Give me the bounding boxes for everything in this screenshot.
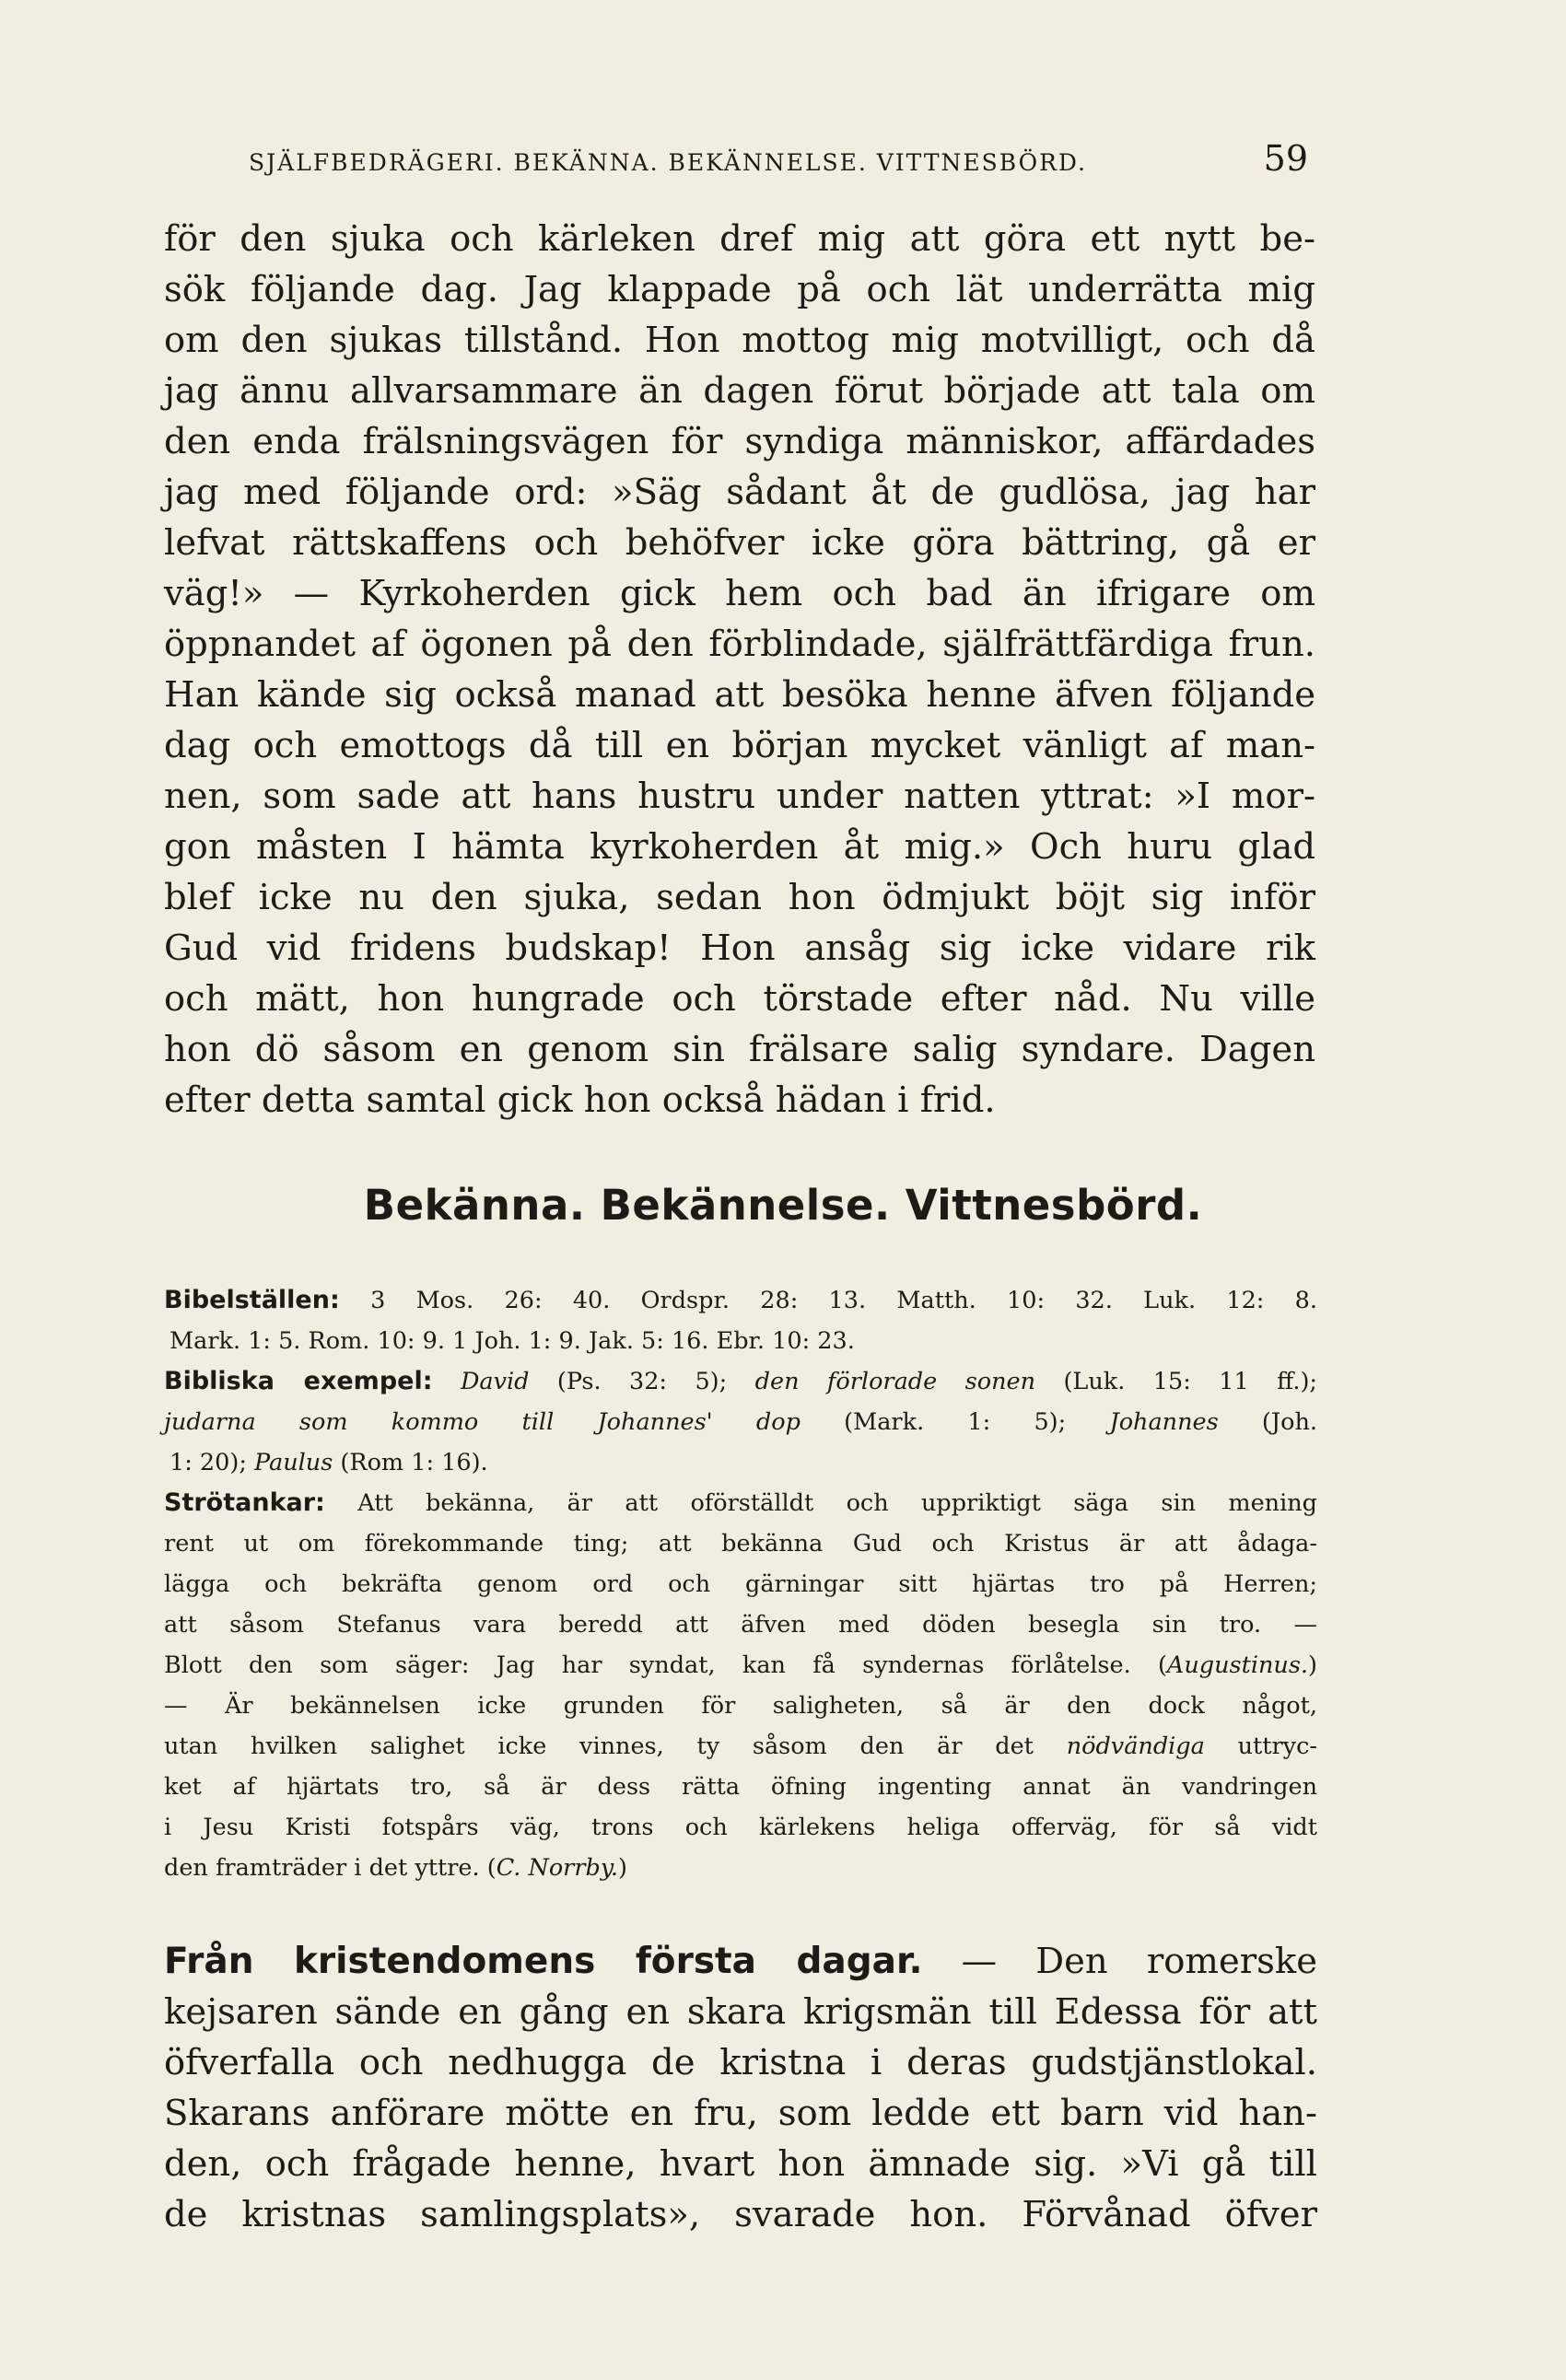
text-segment: (Rom 1: 16). [333, 1449, 488, 1476]
strotankar-line [164, 1604, 1317, 1645]
text-line: Han kände sig också manad att besöka henne äfven följande [164, 674, 1315, 716]
bibelstallen-line [164, 1280, 1317, 1321]
text-line: Gud vid fridens budskap! Hon ansåg sig icke vidare rik [164, 928, 1315, 969]
strotankar-line [164, 1523, 1317, 1564]
italic-segment: den förlorade sonen [754, 1368, 1036, 1395]
text-line: blef icke nu den sjuka, sedan hon ödmjukt böjt sig inför [164, 877, 1315, 918]
strotankar-content [325, 1489, 1317, 1517]
text-line: öppnandet af ögonen på den förblindade, själfrättfärdiga frun. [164, 624, 1315, 665]
text-line: de kristnas samlingsplats», svarade hon. Förvånad öfver [164, 2194, 1317, 2235]
text-segment: (Luk. 15: 11 ff.); [1035, 1368, 1317, 1395]
text-segment: rent ut om förekommande ting; att bekänna Gud och Kristus är att ådaga- [164, 1530, 1317, 1558]
text-line: hon dö såsom en genom sin frälsare salig syndare. Dagen [164, 1029, 1315, 1070]
text-segment: ) [618, 1854, 627, 1882]
page-number: 59 [1263, 138, 1308, 179]
text-line: och mätt, hon hungrade och törstade efter nåd. Nu ville [164, 978, 1315, 1020]
text-line: Skarans anförare mötte en fru, som ledde ett barn vid han- [164, 2093, 1317, 2134]
text-line: nen, som sade att hans hustru under natten yttrat: »I mor- [164, 776, 1315, 817]
strotankar-line [164, 1848, 1317, 1888]
text-segment: (Joh. [1218, 1408, 1317, 1436]
strotankar-line [164, 1767, 1317, 1807]
text-segment: (Mark. 1: 5); [800, 1408, 1110, 1436]
strotankar-line [164, 1483, 1317, 1523]
text-segment [433, 1368, 461, 1395]
text-segment: (Ps. 32: 5); [529, 1368, 755, 1395]
exempel-line [164, 1402, 1317, 1442]
italic-segment: David [460, 1368, 530, 1395]
italic-segment: Augustinus. [1166, 1651, 1309, 1679]
strotankar-line [164, 1564, 1317, 1604]
reference-notes [164, 1280, 1317, 1888]
text-line: väg!» — Kyrkoherden gick hem och bad än ifrigare om [164, 573, 1315, 614]
text-line: kejsaren sände en gång en skara krigsmän till Edessa för att [164, 1991, 1317, 2033]
fran-heading: Från kristendomens första dagar. [164, 1941, 923, 1982]
text-segment: — Är bekännelsen icke grunden för saligheten, så är den dock något, [164, 1692, 1317, 1720]
text-segment: Att bekänna, är att oförställdt och uppriktigt säga sin mening [324, 1489, 1317, 1517]
strotankar-line [164, 1726, 1317, 1767]
strotankar-line [164, 1686, 1317, 1726]
text-segment: utan hvilken salighet icke vinnes, ty såsom den är det [164, 1732, 1067, 1760]
text-line: den, och frågade henne, hvart hon ämnade sig. »Vi gå till [164, 2143, 1317, 2185]
text-line: om den sjukas tillstånd. Hon mottog mig motvilligt, och då [164, 320, 1315, 361]
text-line: lefvat rättskaffens och behöfver icke göra bättring, gå er [164, 522, 1315, 564]
text-line: sök följande dag. Jag klappade på och lät underrätta mig [164, 269, 1315, 310]
text-segment: Blott den som säger: Jag har syndat, kan få syndernas förlåtelse. ( [164, 1651, 1167, 1679]
text-line: dag och emottogs då till en början mycket vänligt af man- [164, 725, 1315, 766]
text-segment: uttryc- [1204, 1732, 1317, 1760]
running-header [249, 138, 1308, 179]
fran-first-line [164, 1936, 1317, 1987]
text-line: öfverfalla och nedhugga de kristna i deras gudstjänstlokal. [164, 2042, 1317, 2083]
exempel-content [433, 1368, 1317, 1395]
italic-segment: Johannes [1109, 1408, 1219, 1436]
fran-kristendomens-section [164, 1936, 1317, 2240]
exempel-label: Bibliska exempel: [164, 1367, 433, 1395]
running-title: SJÄLFBEDRÄGERI. BEKÄNNA. BEKÄNNELSE. VITTNESBÖRD. [249, 149, 1087, 176]
exempel-line [164, 1361, 1317, 1402]
strotankar-line [164, 1645, 1317, 1686]
italic-segment: nödvändiga [1066, 1732, 1205, 1760]
exempel-line [164, 1442, 1317, 1483]
bibelstallen-line: Mark. 1: 5. Rom. 10: 9. 1 Joh. 1: 9. Jak. 5: 16. Ebr. 10: 23. [169, 1327, 855, 1355]
text-line: gon måsten I hämta kyrkoherden åt mig.» Och huru glad [164, 826, 1315, 868]
italic-segment: Paulus [254, 1449, 333, 1476]
italic-segment: C. Norrby. [496, 1854, 618, 1882]
italic-segment: judarna som kommo till Johannes' dop [164, 1408, 801, 1436]
text-segment: lägga och bekräfta genom ord och gärningar sitt hjärtas tro på Herren; [164, 1570, 1317, 1598]
text-segment: 1: 20); [169, 1449, 255, 1476]
text-segment: ) [1308, 1651, 1317, 1679]
section-title: Bekänna. Bekännelse. Vittnesbörd. [363, 1181, 1203, 1230]
text-segment: i Jesu Kristi fotspårs väg, trons och kärlekens heliga offerväg, för så vidt [164, 1814, 1317, 1841]
narrative-text [164, 214, 1315, 1126]
text-segment: att såsom Stefanus vara beredd att äfven med döden besegla sin tro. — [164, 1611, 1317, 1639]
bibelstallen-refs: 3 Mos. 26: 40. Ordspr. 28: 13. Matth. 10: 32. Luk. 12: 8. [370, 1287, 1317, 1314]
strotankar-label: Strötankar: [164, 1488, 325, 1517]
fran-first-line-text: — Den romerske [922, 1941, 1317, 1982]
text-segment: den framträder i det yttre. ( [164, 1854, 497, 1882]
strotankar-line [164, 1807, 1317, 1848]
text-line: efter detta samtal gick hon också hädan i frid. [164, 1079, 996, 1121]
text-line: jag med följande ord: »Säg sådant åt de gudlösa, jag har [164, 472, 1315, 513]
text-segment: ket af hjärtats tro, så är dess rätta öfning ingenting annat än vandringen [164, 1773, 1317, 1801]
text-line: för den sjuka och kärleken dref mig att göra ett nytt be- [164, 218, 1315, 260]
text-line: den enda frälsningsvägen för syndiga människor, affärdades [164, 421, 1315, 462]
text-line: jag ännu allvarsammare än dagen förut började att tala om [164, 370, 1315, 412]
bibelstallen-label: Bibelställen: [164, 1286, 340, 1314]
